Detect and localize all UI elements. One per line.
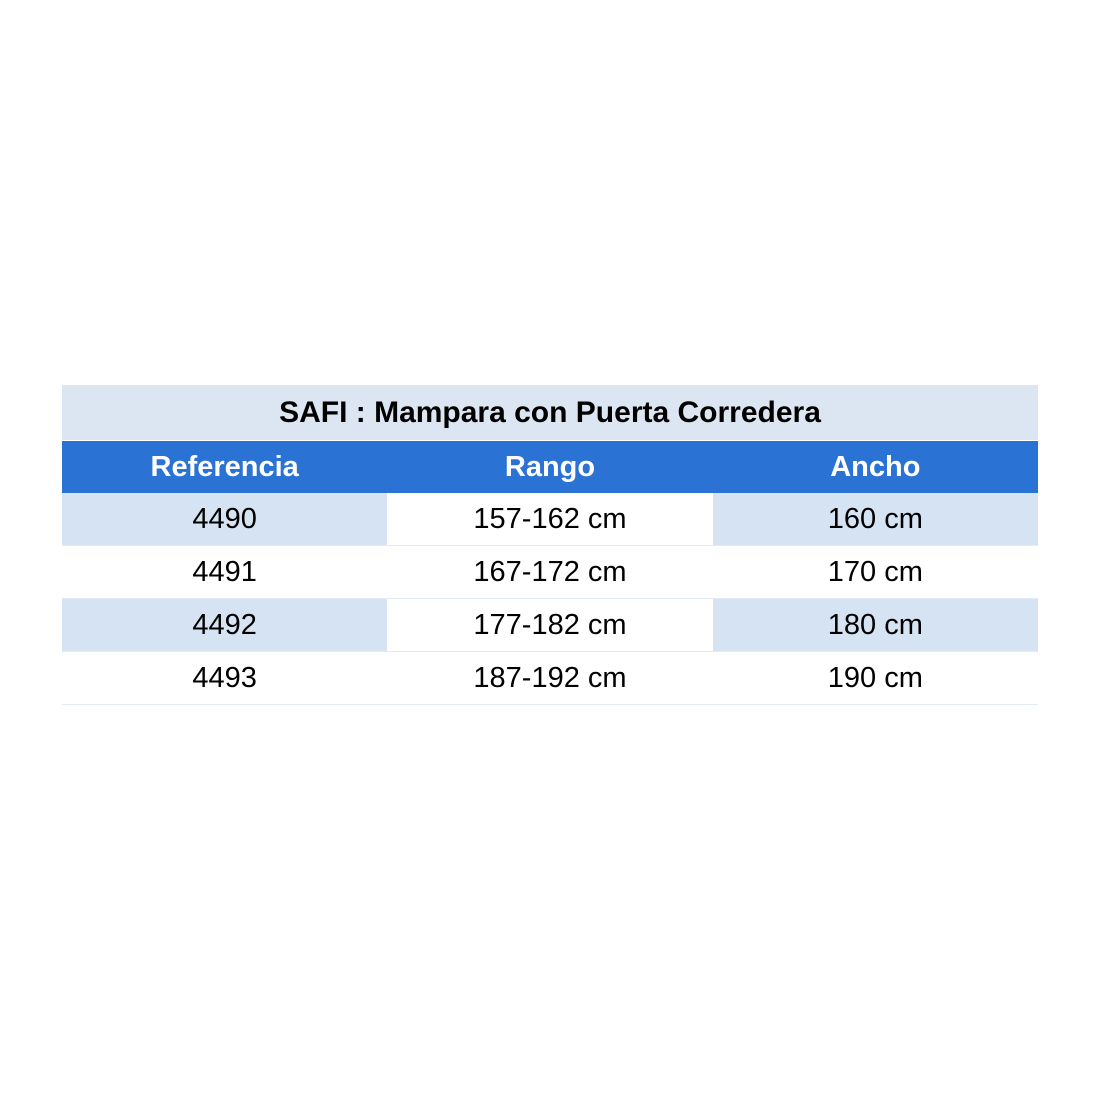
cell-referencia: 4491 — [62, 546, 387, 599]
table-title: SAFI : Mampara con Puerta Corredera — [62, 385, 1038, 441]
cell-referencia: 4490 — [62, 493, 387, 546]
column-header-referencia: Referencia — [62, 441, 387, 494]
cell-ancho: 170 cm — [713, 546, 1038, 599]
cell-ancho: 180 cm — [713, 599, 1038, 652]
table-header-row — [62, 441, 1038, 494]
table-row — [62, 599, 1038, 652]
column-header-ancho: Ancho — [713, 441, 1038, 494]
table-row — [62, 546, 1038, 599]
size-table — [62, 385, 1038, 705]
cell-ancho: 160 cm — [713, 493, 1038, 546]
column-header-rango: Rango — [387, 441, 712, 494]
cell-rango: 157-162 cm — [387, 493, 712, 546]
cell-referencia: 4493 — [62, 652, 387, 705]
cell-referencia: 4492 — [62, 599, 387, 652]
cell-rango: 177-182 cm — [387, 599, 712, 652]
cell-rango: 167-172 cm — [387, 546, 712, 599]
cell-ancho: 190 cm — [713, 652, 1038, 705]
cell-rango: 187-192 cm — [387, 652, 712, 705]
size-table-container — [62, 385, 1038, 705]
table-title-row — [62, 385, 1038, 441]
table-row — [62, 652, 1038, 705]
table-row — [62, 493, 1038, 546]
